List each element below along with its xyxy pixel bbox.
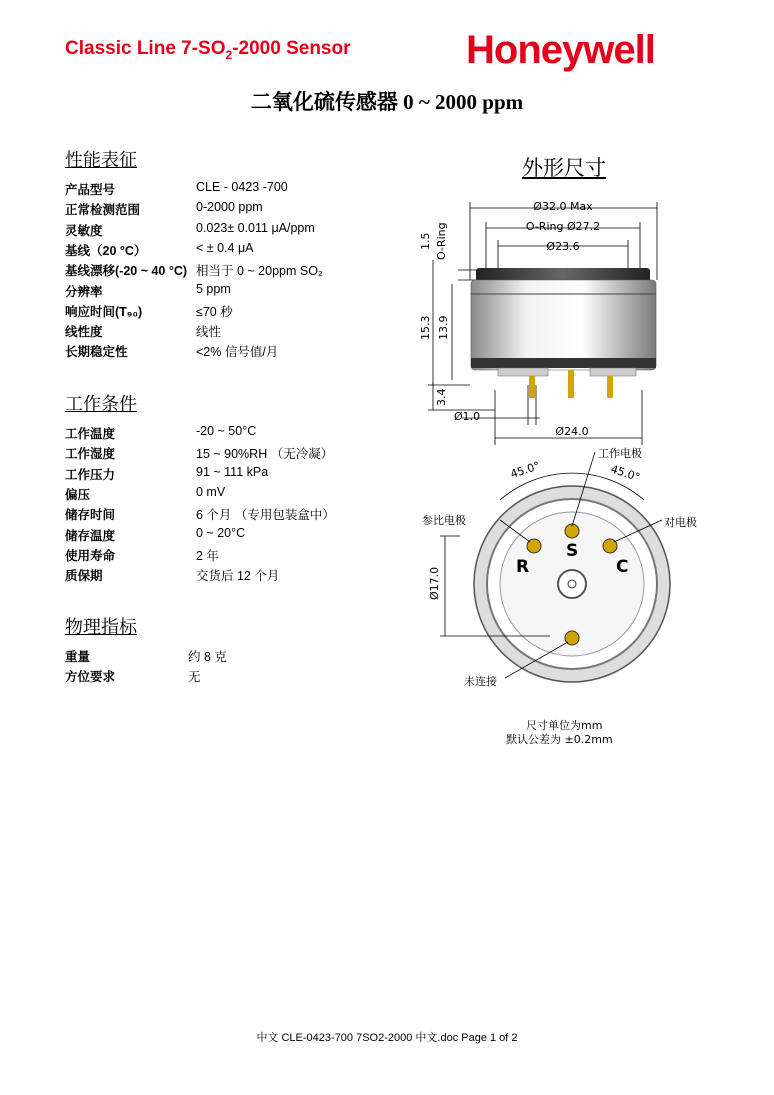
dim-15-3-label: 15.3 xyxy=(419,315,432,340)
spec-key: 分辨率 xyxy=(65,284,103,299)
spec-value: 线性 xyxy=(196,325,222,340)
spec-key: 工作温度 xyxy=(65,427,116,441)
spec-key: 使用寿命 xyxy=(65,548,116,563)
pin-s-label: S xyxy=(566,541,579,561)
spec-key: 响应时间(T₉₀) xyxy=(65,304,143,319)
dim-pin-label: Ø1.0 xyxy=(454,410,481,423)
dim-3-4-label: 3.4 xyxy=(435,388,448,406)
header-title: Classic Line $7-SO_2-2000$ Sensor xyxy=(65,38,351,62)
spec-value: 交货后 12 个月 xyxy=(196,569,280,584)
spec-key: 长期稳定性 xyxy=(65,345,128,360)
pin-c-label: C xyxy=(616,557,629,577)
spec-value: 相当于 0 ~ 20ppm SO₂ xyxy=(196,264,323,279)
spec-key: 重量 xyxy=(65,650,91,664)
spec-value: 91 ~ 111 kPa xyxy=(196,464,269,479)
spec-key: 产品型号 xyxy=(65,183,116,197)
section-title-conditions: 工作条件 xyxy=(65,394,137,415)
spec-value: 约 8 克 xyxy=(188,650,227,664)
counter-electrode-label: 对电极 xyxy=(664,516,697,529)
dimension-drawing xyxy=(400,180,700,760)
spec-value: 0 ~ 20°C xyxy=(196,525,246,540)
spec-key: 方位要求 xyxy=(65,670,116,685)
spec-value: 无 xyxy=(188,670,201,685)
spec-value: 5 ppm xyxy=(196,281,231,296)
spec-key: 线性度 xyxy=(65,325,103,340)
dim-13-9-label: 13.9 xyxy=(437,315,450,340)
spec-value: 0.023± 0.011 μA/ppm xyxy=(196,220,315,235)
spec-value: 15 ~ 90%RH （无冷凝） xyxy=(196,447,334,462)
spec-value: 6 个月 （专用包装盒中） xyxy=(196,508,335,523)
spec-key: 储存温度 xyxy=(65,528,116,543)
spec-value: -20 ~ 50°C xyxy=(196,424,257,438)
spec-key: 基线漂移(-20 ~ 40 °C) xyxy=(65,264,188,279)
spec-key: 质保期 xyxy=(65,569,103,584)
no-connect-label: 未连接 xyxy=(464,675,497,688)
spec-value: ≤70 秒 xyxy=(196,304,233,319)
angle-right-label: 45.0° xyxy=(609,462,642,485)
section-title-physical: 物理指标 xyxy=(65,617,137,638)
spec-value: 0-2000 ppm xyxy=(196,200,263,215)
unit-note: 尺寸单位为mm xyxy=(526,719,603,732)
spec-key: 工作压力 xyxy=(65,467,116,482)
drawing-title: 外形尺寸 xyxy=(522,156,606,180)
spec-key: 正常检测范围 xyxy=(65,203,141,218)
page-footer: 中文 CLE-0423-700 7SO2-2000 中文.doc Page 1 of 2 xyxy=(256,1032,518,1044)
spec-key: 基线（20 °C） xyxy=(65,243,147,258)
work-electrode-label: 工作电极 xyxy=(598,447,642,460)
spec-key: 灵敏度 xyxy=(65,223,103,238)
section-title-performance: 性能表征 xyxy=(65,150,137,171)
spec-value: 2 年 xyxy=(196,548,219,563)
document-title: 二氧化硫传感器 0 ~ 2000 ppm xyxy=(250,90,524,114)
oring-side-label: O-Ring xyxy=(435,222,448,260)
spec-key: 储存时间 xyxy=(65,508,116,523)
spec-key: 偏压 xyxy=(65,487,91,502)
dim-24-label: Ø24.0 xyxy=(555,425,589,438)
honeywell-logo: Honeywell xyxy=(466,28,655,72)
tolerance-note: 默认公差为 ±0.2mm xyxy=(506,733,613,746)
spec-value: 0 mV xyxy=(196,484,226,499)
spec-key: 工作湿度 xyxy=(65,447,116,462)
ref-electrode-label: 参比电极 xyxy=(422,514,466,527)
dim-1-5-label: 1.5 xyxy=(419,232,432,250)
spec-value: < ± 0.4 μA xyxy=(196,240,254,255)
pin-r-label: R xyxy=(516,557,530,577)
dim-inner-label: Ø23.6 xyxy=(546,240,580,253)
spec-value: CLE - 0423 -700 xyxy=(196,180,288,194)
dim-oring-label: O-Ring Ø27.2 xyxy=(525,220,601,233)
dim-max-label: Ø32.0 Max xyxy=(533,200,593,213)
spec-value: <2% 信号值/月 xyxy=(196,345,279,360)
dim-17-label: Ø17.0 xyxy=(428,566,441,600)
angle-left-label: 45.0° xyxy=(508,459,542,481)
